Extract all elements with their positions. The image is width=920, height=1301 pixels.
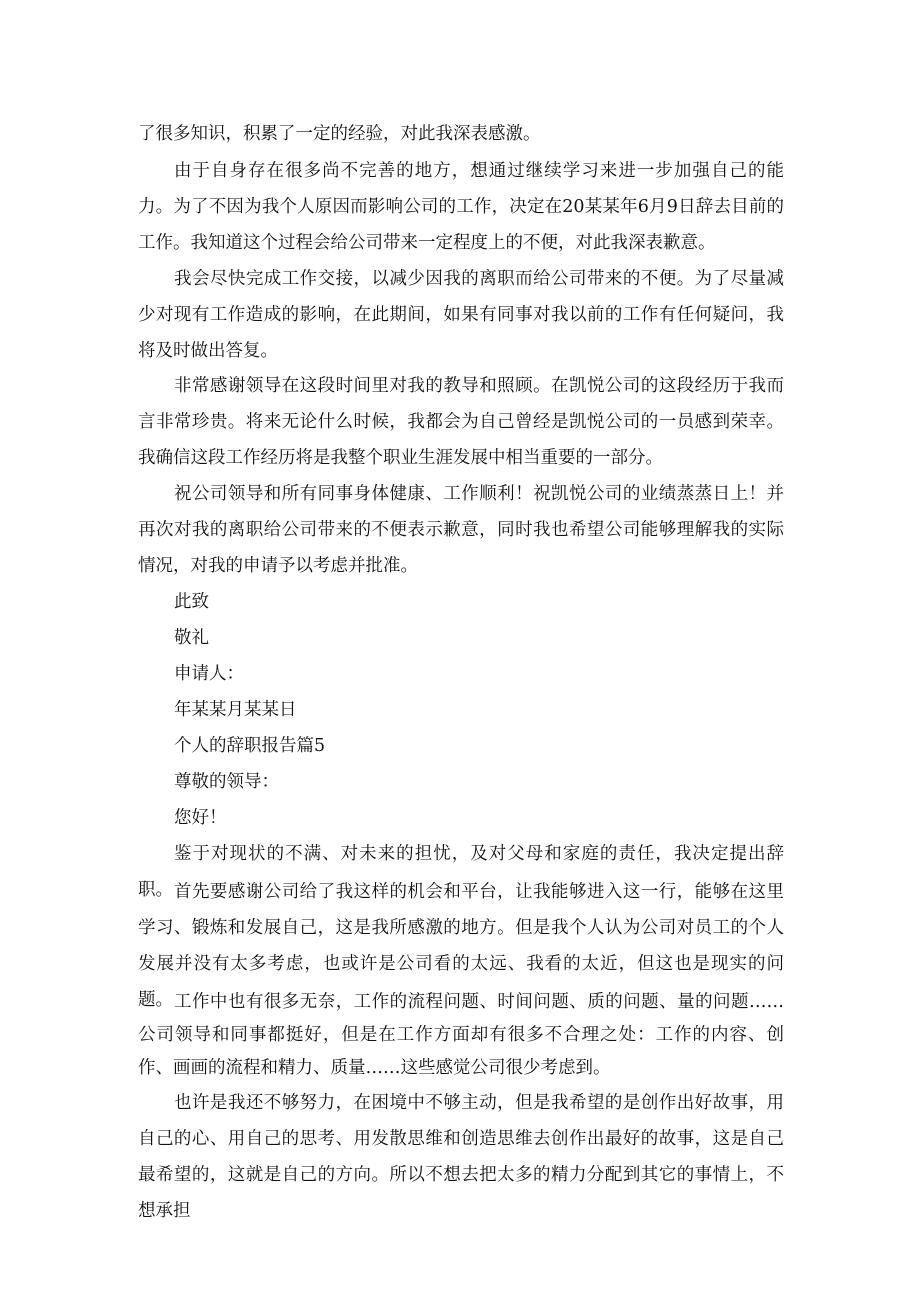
paragraph-handover: 我会尽快完成工作交接，以减少因我的离职而给公司带来的不便。为了尽量减少对现有工作造成的影响，在此期间，如果有同事对我以前的工作有任何疑问，我将及时做出答复。 (138, 269, 784, 361)
paragraph-continuation: 了很多知识，积累了一定的经验，对此我深表感激。 (138, 124, 541, 144)
date-line: 年某某月某某日 (174, 700, 297, 720)
paragraph-work-problems: 工作中也有很多无奈，工作的流程问题、时间问题、质的问题、量的问题……公司领导和同事都挺好，但是在工作方面却有很多不合理之处：工作的内容、创作、画画的流程和精力、质量……这些感觉公司很少考虑到。 (138, 992, 784, 1078)
paragraph-gratitude-platform: 首先要感谢公司给了我这样的机会和平台，让我能够进入这一行，能够在这里学习、锻炼和发展自己，这是我所感激的地方。但是我个人认为公司对员工的个人发展并没有太多考虑，也或许是公司看的太远、我看的太近，但这也是现实的问题。 (138, 882, 784, 1010)
applicant-label: 申请人： (174, 664, 244, 684)
paragraph-resignation-reason: 由于自身存在很多尚不完善的地方，想通过继续学习来进一步加强自己的能力。为了不因为我个人原因而影响公司的工作，决定在20某某年6月9日辞去目前的工作。我知道这个过程会给公司带来一定程度上的不便，对此我深表歉意。 (138, 161, 784, 253)
section-heading: 个人的辞职报告篇5 (174, 736, 326, 756)
closing-regards: 敬礼 (174, 628, 209, 648)
closing-salutation: 此致 (174, 592, 209, 612)
greeting-leader: 尊敬的领导： (174, 772, 279, 792)
greeting-hello: 您好！ (174, 808, 227, 828)
paragraph-thanks: 非常感谢领导在这段时间里对我的教导和照顾。在凯悦公司的这段经历于我而言非常珍贵。将来无论什么时候，我都会为自己曾经是凯悦公司的一员感到荣幸。我确信这段工作经历将是我整个职业生涯发展中相当重要的一部分。 (138, 376, 784, 468)
paragraph-wishes: 祝公司领导和所有同事身体健康、工作顺利！祝凯悦公司的业绩蒸蒸日上！并再次对我的离职给公司带来的不便表示歉意，同时我也希望公司能够理解我的实际情况，对我的申请予以考虑并批准。 (138, 484, 784, 576)
paragraph-direction: 也许是我还不够努力，在困境中不够主动，但是我希望的是创作出好故事，用自己的心、用自己的思考、用发散思维和创造思维去创作出最好的故事，这是自己最希望的，这就是自己的方向。所以不想去把太多的精力分配到其它的事情上，不想承担 (138, 1093, 784, 1221)
paragraph-dissatisfaction: 鉴于对现状的不满、对未来的担忧，及对父母和家庭的责任，我决定提出辞职。 (138, 844, 784, 900)
